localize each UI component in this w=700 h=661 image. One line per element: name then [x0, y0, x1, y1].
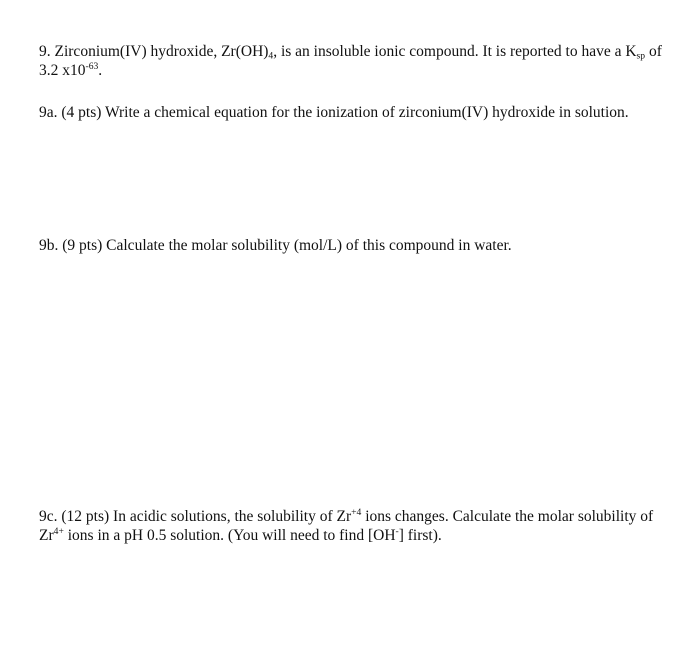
- q9c-part1: 9c. (12 pts) In acidic solutions, the solubility of Zr: [39, 508, 352, 525]
- q9c-zr-charge-1: +4: [351, 506, 362, 518]
- q9-mid: , is an insoluble ionic compound. It is reported to have a K: [273, 43, 637, 60]
- q9c-part2: ions changes. Calculate the molar solubility of Zr: [39, 508, 654, 544]
- q9-exponent: -63: [85, 60, 99, 72]
- q9a-text: 9a. (4 pts) Write a chemical equation for the ionization of zirconium(IV) hydroxide in solution.: [39, 104, 629, 121]
- q9-subscript-4: 4: [268, 50, 274, 62]
- question-9c: [39, 507, 669, 545]
- question-9a: [39, 103, 669, 122]
- q9-end: .: [98, 62, 103, 79]
- q9c-oh-charge: -: [395, 525, 399, 537]
- q9c-zr-charge-2: 4+: [53, 525, 64, 537]
- question-9b: [39, 236, 669, 255]
- q9b-text: 9b. (9 pts) Calculate the molar solubility (mol/L) of this compound in water.: [39, 237, 512, 254]
- q9-subscript-sp: sp: [636, 50, 646, 62]
- q9c-part4: ] first).: [398, 527, 442, 544]
- q9-ksp-base: of 3.2 x10: [39, 43, 662, 79]
- q9c-part3: ions in a pH 0.5 solution. (You will need to find [OH: [63, 527, 396, 544]
- q9-lead: 9. Zirconium(IV) hydroxide, Zr(OH): [39, 43, 269, 60]
- question-9-intro: [39, 42, 669, 80]
